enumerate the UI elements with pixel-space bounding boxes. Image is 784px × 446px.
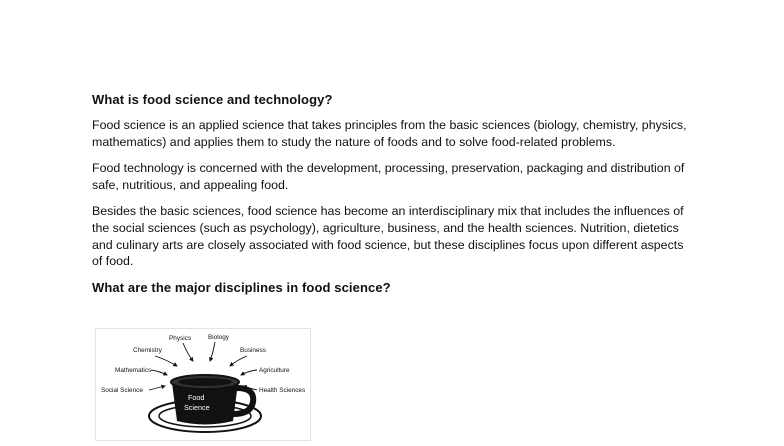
label-mathematics: Mathematics: [115, 367, 152, 374]
label-agriculture: Agriculture: [259, 367, 290, 374]
arrow-mathematics: [151, 370, 167, 375]
label-chemistry: Chemistry: [133, 347, 162, 354]
arrow-business: [230, 356, 247, 366]
arrow-physics: [183, 343, 193, 361]
arrow-agriculture: [241, 370, 257, 375]
arrow-social-science: [149, 386, 165, 390]
paragraph-food-science-definition: Food science is an applied science that takes principles from the basic sciences (biology, chemistry, physics, mathematics) and applies them to study the nature of foods and to solve food-related problems.: [92, 118, 687, 149]
cup-label-science: Science: [184, 403, 210, 412]
arrow-biology: [210, 342, 215, 361]
paragraph-interdisciplinary: Besides the basic sciences, food science has become an interdisciplinary mix that includes the influences of the social sciences (such as psychology), agriculture, business, and the health sciences. Nutrition, dietetics and culinary arts are closely associated with food science, but these disciplines focus upon different aspects of food.: [92, 204, 684, 269]
section-heading-food-science: What is food science and technology?: [92, 92, 333, 107]
food-science-cup-diagram: [95, 328, 313, 441]
arrow-chemistry: [155, 356, 177, 366]
label-biology: Biology: [208, 334, 229, 341]
label-physics: Physics: [169, 335, 192, 342]
paragraph-food-technology-definition: Food technology is concerned with the development, processing, preservation, packaging and distribution of safe, nutritious, and appealing food.: [92, 161, 685, 192]
section-heading-disciplines: What are the major disciplines in food science?: [92, 279, 391, 295]
label-business: Business: [240, 347, 266, 354]
cup-liquid: [178, 378, 232, 386]
label-health-sciences: Health Sciences: [259, 387, 306, 394]
label-social-science: Social Science: [101, 387, 143, 394]
cup-label-food: Food: [188, 393, 205, 402]
disciplines-figure: [95, 328, 313, 441]
document-body: [92, 92, 692, 305]
